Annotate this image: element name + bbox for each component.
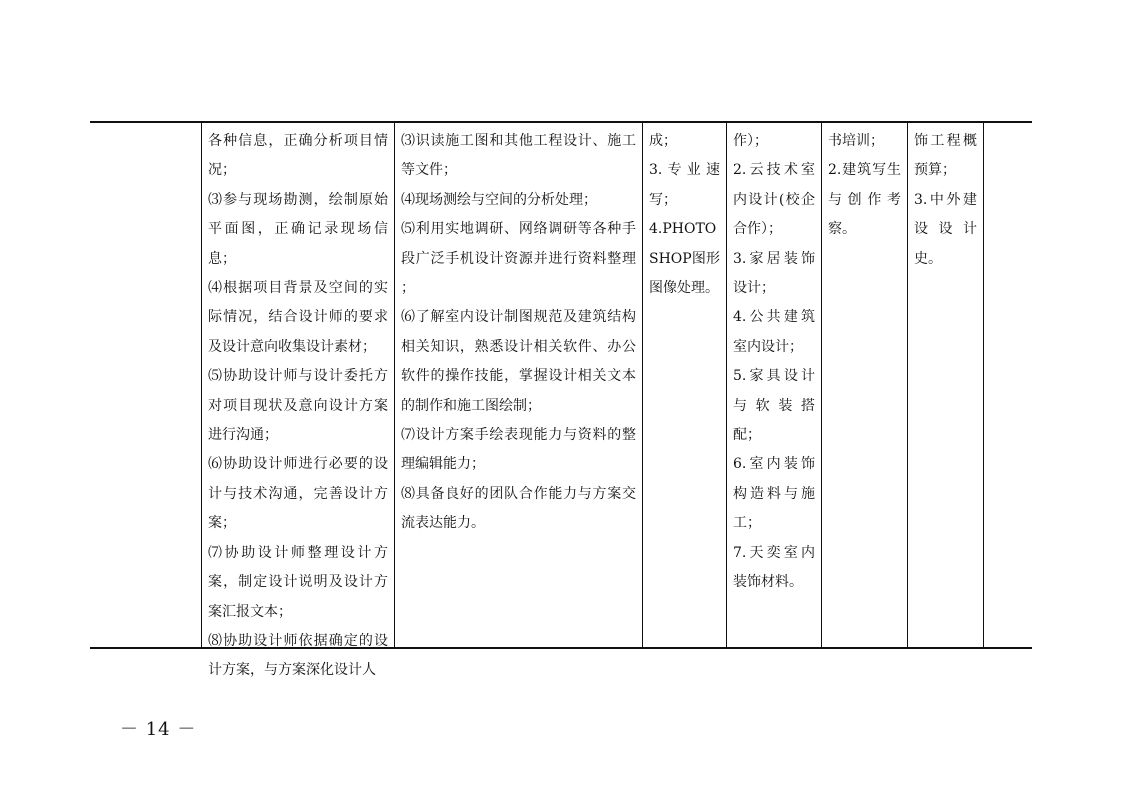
table-column-6 [821,123,907,647]
table-cell-text: 各种信息，正确分析项目情况； ⑶参与现场勘测，绘制原始平面图，正确记录现场信息； ⑷根据项目背景及空间的实际情况，结合设计师的要求及设计意向收集设计素材； ⑸协助设计师与设计委托方对项目现状及意向设计方案进行沟通； ⑹协助设计师进行必要的设计与技术沟通，完善设计方案； ⑺协助设计师整理设计方案，制定设计说明及设计方案汇报文本； ⑻协助设计师依据确定的设计方案，与方案深化设计人 [208,133,388,679]
table-column-4 [642,123,726,647]
table-cell-text: 作）； 2.云技术室内设计(校企合作）； 3.家居装饰设计； 4.公共建筑室内设计； 5.家具设计与软装搭配； 6.室内装饰构造料与施工； 7.天奕室内装饰材料。 [733,133,815,591]
table-column-8 [983,123,1032,647]
table-column-1 [90,123,201,647]
page-number: － 14 － [120,719,197,740]
table-cell-text: 成； 3.专业速写； 4.PHOTOSHOP图形图像处理。 [649,133,720,297]
table-column-3 [394,123,642,647]
table-column-2 [201,123,394,679]
table-cell-text: 书培训； 2.建筑写生与创作考察。 [828,133,901,238]
table-column-7 [907,123,983,647]
table-cell-text: ⑶识读施工图和其他工程设计、施工等文件； ⑷现场测绘与空间的分析处理； ⑸利用实地调研、网络调研等各种手段广泛手机设计资源并进行资料整理 ； ⑹了解室内设计制图规范及建筑结构相关知识，熟悉设计相关软件、办公软件的操作技能，掌握设计相关文本的制作和施工图绘制； ⑺设计方案手绘表现能力与资料的整理编辑能力； ⑻具备良好的团队合作能力与方案交流表达能力。 [401,133,636,532]
table-cell-text: 饰工程概预算； 3.中外建设设计史。 [914,133,977,267]
curriculum-table [90,121,1032,679]
table-column-5 [726,123,821,647]
